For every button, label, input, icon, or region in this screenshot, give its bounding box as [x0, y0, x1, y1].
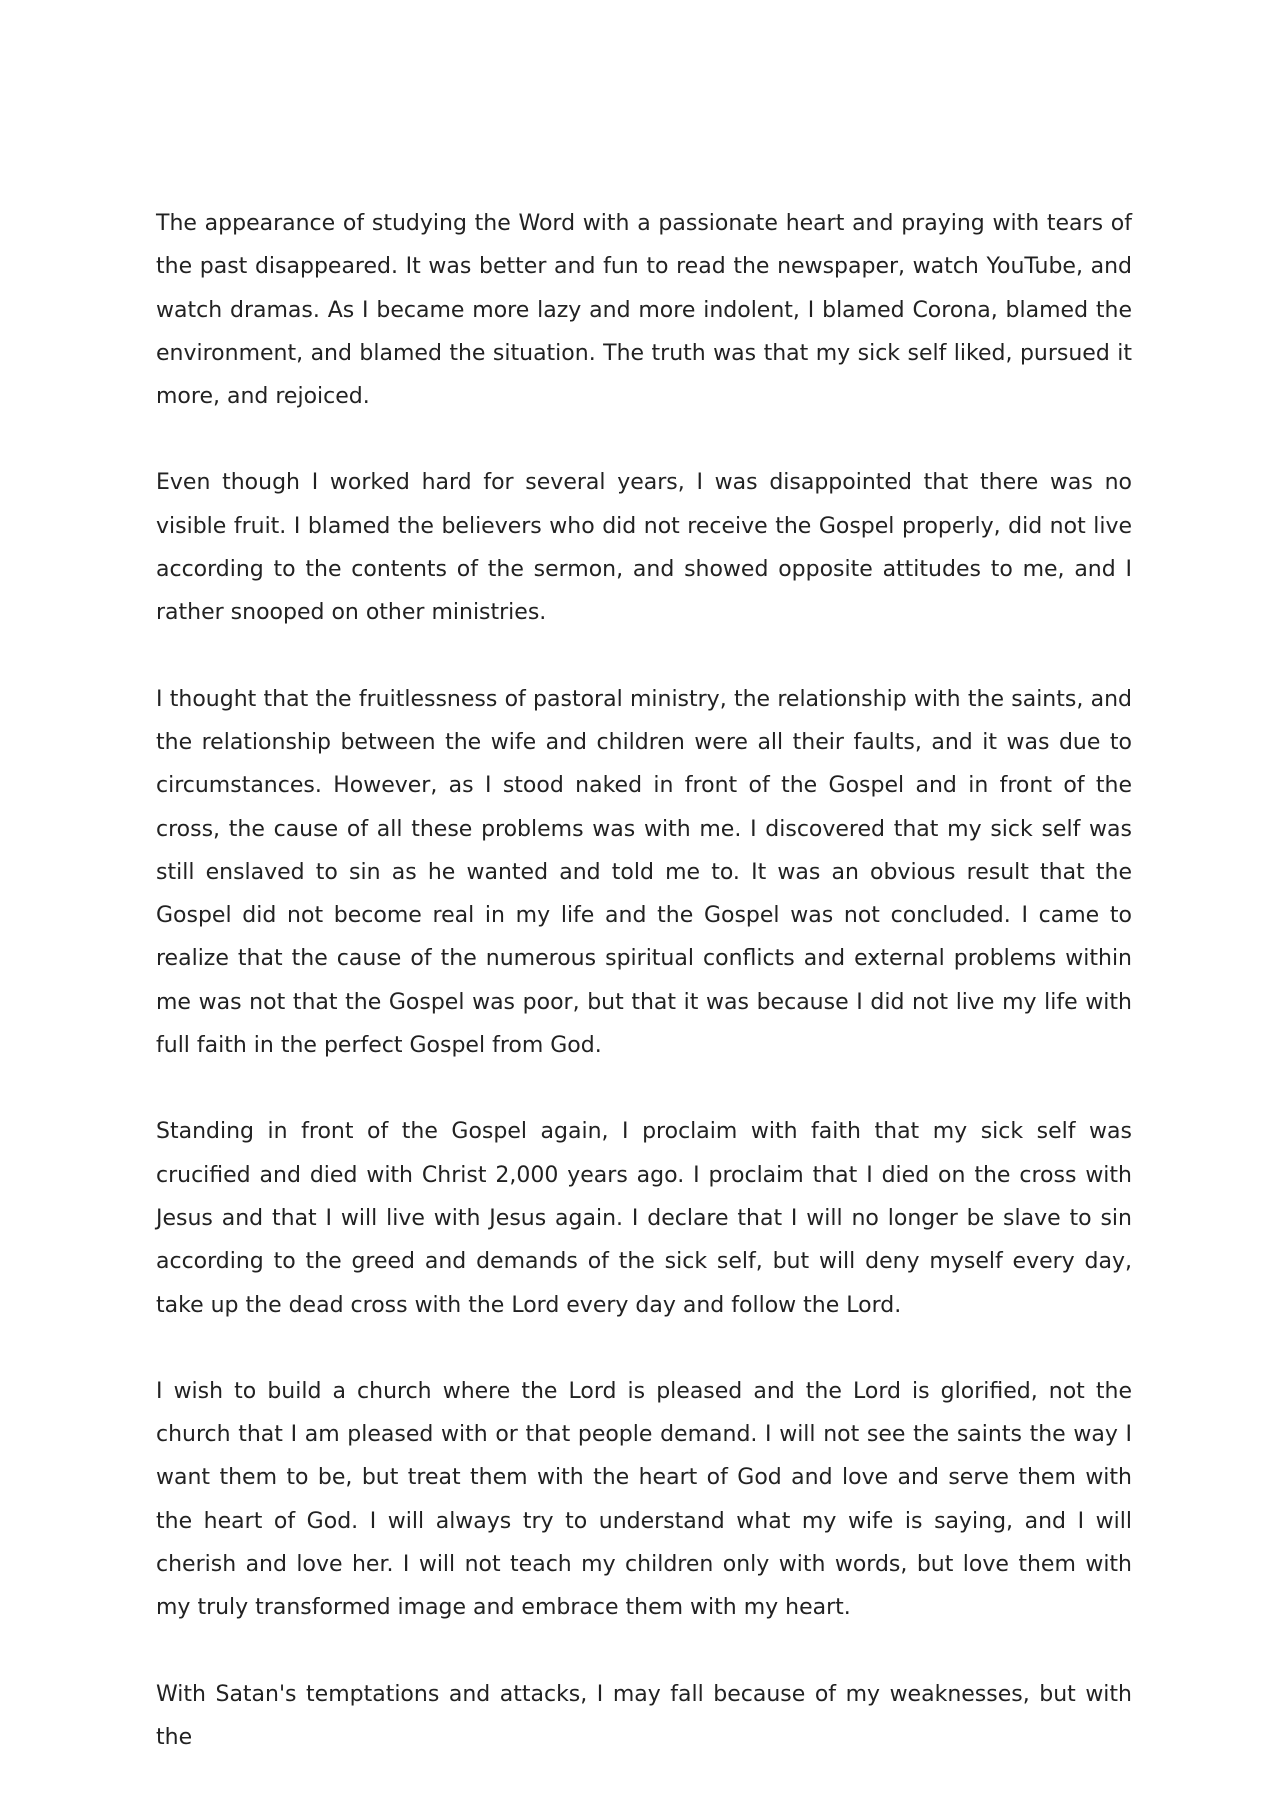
- paragraph: Standing in front of the Gospel again, I proclaim with faith that my sick self was crucified and died with Christ 2,000 years ago. I proclaim that I died on the cross with Jesus and that I will live with Jesus again. I declare that I will no longer be slave to sin according to the greed and demands of the sick self, but will deny myself every day, take up the dead cross with the Lord every day and follow the Lord.: [156, 1119, 1132, 1318]
- paragraph: I wish to build a church where the Lord is pleased and the Lord is glorified, not the church that I am pleased with or that people demand. I will not see the saints the way I want them to be, but treat them with the heart of God and love and serve them with the heart of God. I will always try to understand what my wife is saying, and I will cherish and love her. I will not teach my children only with words, but love them with my truly transformed image and embrace them with my heart.: [156, 1378, 1132, 1621]
- paragraph: I thought that the fruitlessness of pastoral ministry, the relationship with the saints, and the relationship between the wife and children were all their faults, and it was due to circumstances. However, as I stood naked in front of the Gospel and in front of the cross, the cause of all these problems was with me. I discovered that my sick self was still enslaved to sin as he wanted and told me to. It was an obvious result that the Gospel did not become real in my life and the Gospel was not concluded. I came to realize that the cause of the numerous spiritual conflicts and external problems within me was not that the Gospel was poor, but that it was because I did not live my life with full faith in the perfect Gospel from God.: [156, 686, 1132, 1059]
- paragraph: Even though I worked hard for several years, I was disappointed that there was no visible fruit. I blamed the believers who did not receive the Gospel properly, did not live according to the contents of the sermon, and showed opposite attitudes to me, and I rather snooped on other ministries.: [156, 470, 1132, 626]
- paragraph: The appearance of studying the Word with a passionate heart and praying with tears of the past disappeared. It was better and fun to read the newspaper, watch YouTube, and watch dramas. As I became more lazy and more indolent, I blamed Corona, blamed the environment, and blamed the situation. The truth was that my sick self liked, pursued it more, and rejoiced.: [156, 211, 1132, 410]
- document-body: [156, 202, 1132, 1802]
- paragraph: With Satan's temptations and attacks, I may fall because of my weaknesses, but with the: [156, 1681, 1132, 1750]
